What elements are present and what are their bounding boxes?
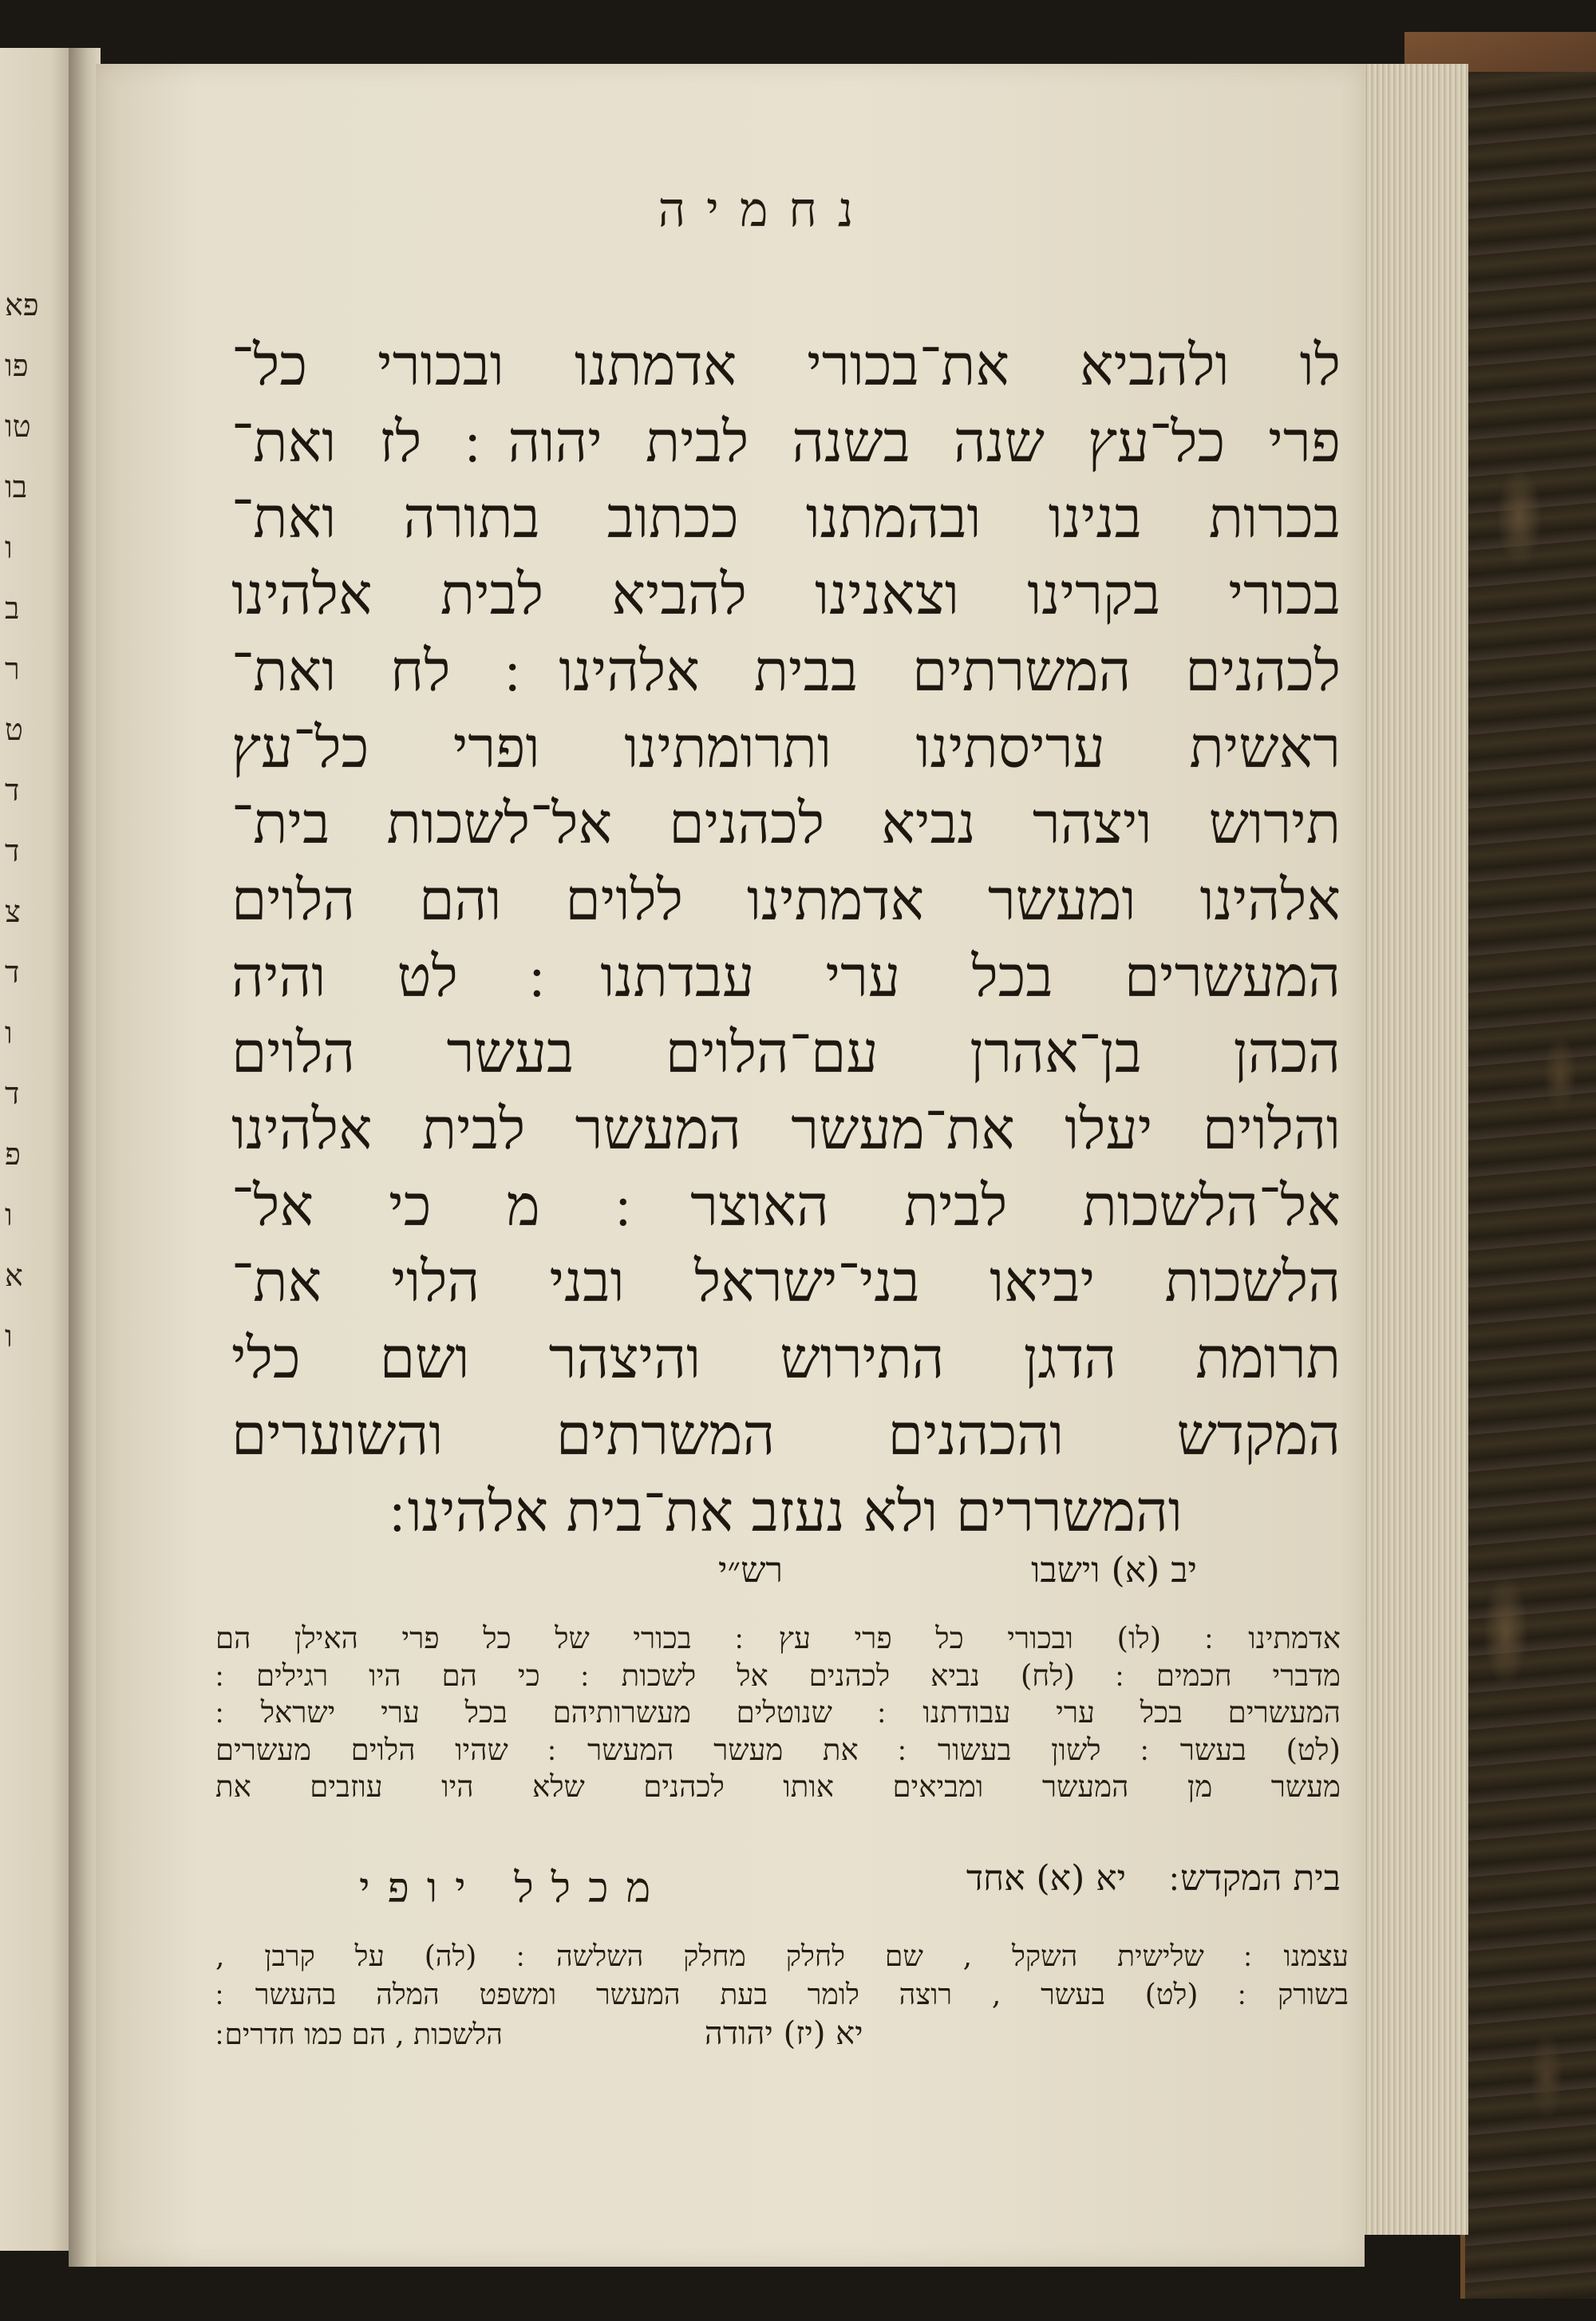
- text-line: פרי כל־עץ שנה בשנה לבית יהוה ׃ לז ואת־: [231, 408, 1341, 475]
- left-margin-fragment: ד: [5, 1076, 20, 1111]
- text-line: אל־הלשכות לבית האוצר ׃ מ כי אל־: [231, 1172, 1341, 1239]
- text-line: ראשית עריסתינו ותרומתינו ופרי כל־עץ: [231, 714, 1341, 781]
- main-text: [231, 327, 1341, 1549]
- michlal-line: עצמנו ׃ שלישית השקל , שם לחלק מחלק השלשה ׃ (לה) על קרבן ,: [215, 1940, 1349, 1973]
- left-margin-fragment: ר: [5, 651, 20, 686]
- right-page: [96, 64, 1365, 2267]
- left-page: [0, 48, 73, 2251]
- commentary-line: המעשרים בכל ערי עבודתנו ׃ שנוטלים מעשרותיהם בכל ערי ישראל ׃: [215, 1695, 1341, 1730]
- left-margin-fragment: טו: [5, 409, 31, 444]
- left-margin-fragment: ו: [5, 530, 13, 565]
- michlal-line-text: הלשכות , הם כמו חדרים ׃: [215, 2019, 503, 2051]
- commentary-line: מדברי חכמים ׃ (לח) נביא לכהנים אל לשכות ׃ כי הם היו רגילים ׃: [215, 1658, 1341, 1693]
- left-margin-fragment: ב: [5, 591, 20, 626]
- michlal-commentary: [215, 1938, 1349, 2054]
- michlal-line-last: [215, 2015, 1349, 2054]
- text-line: הלשכות יביאו בני־ישראל ובני הלוי את־: [231, 1248, 1341, 1315]
- left-margin-fragment: ו: [5, 1319, 13, 1354]
- left-margin-fragment: ו: [5, 1197, 13, 1232]
- commentary-tail-reference: יא (א) אחד: [966, 1858, 1127, 1899]
- left-margin-fragment: ו: [5, 1015, 13, 1050]
- text-line: הכהן בן־אהרן עם־הלוים בעשר הלוים: [231, 1019, 1341, 1086]
- michlal-tail-reference: יא (יז) יהודה: [704, 2015, 863, 2052]
- left-margin-fragment: פא: [5, 287, 39, 322]
- rashi-heading: [303, 1550, 1197, 1598]
- commentary-end-and-reference: [966, 1858, 1341, 1899]
- commentary-last-line: בית המקדש ׃: [1169, 1858, 1341, 1899]
- left-margin-fragment: פו: [5, 348, 29, 383]
- left-margin-fragment: א: [5, 1258, 23, 1293]
- text-line: בכרות בנינו ובהמתנו ככתוב בתורה ואת־: [231, 484, 1341, 552]
- left-margin-fragment: ט: [5, 712, 23, 747]
- text-line: לו ולהביא את־בכורי אדמתנו ובכורי כל־: [231, 332, 1341, 398]
- michlal-heading-row: [359, 1858, 1341, 1930]
- text-line: תירוש ויצהר נביא לכהנים אל־לשכות בית־: [231, 790, 1341, 857]
- commentary-line: אדמתינו ׃ (לו) ובכורי כל פרי עץ ׃ בכורי של כל פרי האילן הם: [215, 1621, 1341, 1655]
- commentary-line: מעשר מן המעשר ומביאים אותו לכהנים שלא היו עוזבים את: [215, 1769, 1341, 1804]
- left-margin-fragment: בו: [5, 469, 28, 504]
- left-margin-fragment: ד: [5, 955, 20, 990]
- michlal-yofi-title: מכלל יופי: [359, 1864, 669, 1912]
- page-edges: [1357, 64, 1468, 2235]
- rashi-commentary: [215, 1620, 1341, 1806]
- text-line: המקדש והכהנים המשרתים והשוערים: [231, 1401, 1341, 1468]
- left-margin-fragment: ד: [5, 773, 20, 808]
- text-line: והמשררים ולא נעזב את־בית אלהינו ׃: [389, 1477, 1183, 1544]
- rashi-reference: יב (א) וישבו: [1031, 1550, 1197, 1591]
- text-line: אלהינו ומעשר אדמתינו ללוים והם הלוים: [231, 866, 1341, 933]
- text-line: תרומת הדגן התירוש והיצהר ושם כלי: [231, 1325, 1341, 1392]
- text-line: לכהנים המשרתים בבית אלהינו ׃ לח ואת־: [231, 637, 1341, 704]
- left-margin-fragment: צ: [5, 894, 21, 929]
- left-margin-fragment: ד: [5, 833, 20, 868]
- text-line: המעשרים בכל ערי עבדתנו ׃ לט והיה: [231, 943, 1341, 1010]
- michlal-line: בשורק ׃ (לט) בעשר , רוצה לומר בעת המעשר ומשפט המלה בהעשר ׃: [215, 1979, 1349, 2011]
- text-line: והלוים יעלו את־מעשר המעשר לבית אלהינו: [231, 1096, 1341, 1163]
- left-margin-fragment: פ: [5, 1137, 21, 1172]
- rashi-title: רש״י: [718, 1550, 784, 1591]
- left-page-margin-letters: [0, 287, 48, 1644]
- text-line: בכורי בקרינו וצאנינו להביא לבית אלהינו: [231, 561, 1341, 628]
- running-head: נחמיה: [658, 182, 875, 238]
- commentary-line: (לט) בעשר ׃ לשון בעשור ׃ את מעשר המעשר ׃ שהיו הלוים מעשרים: [215, 1732, 1341, 1767]
- marbled-cover: [1460, 72, 1596, 2299]
